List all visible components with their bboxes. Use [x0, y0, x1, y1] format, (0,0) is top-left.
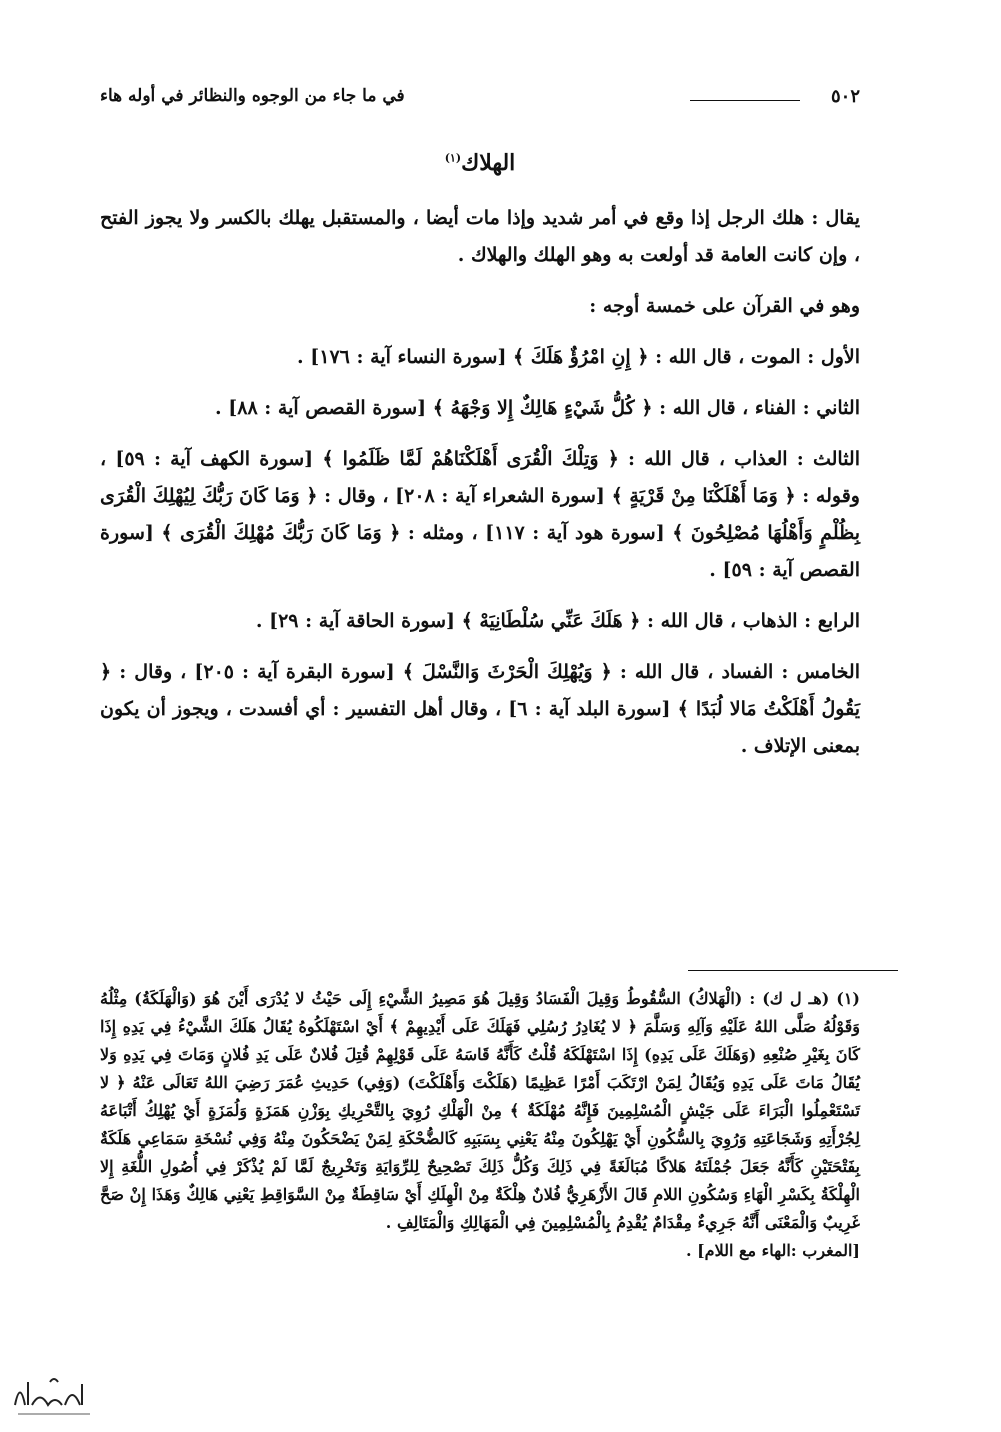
- meaning-fifth: الخامس : الفساد ، قال الله : ﴿ وَيُهْلِكَ الْحَرْثَ وَالنَّسْلَ ﴾ [سورة البقرة آية : ٢٠٥] ، وقال : ﴿ يَقُولُ أَهْلَكْتُ مَالا لُبَدًا ﴾ [سورة البلد آية : ٦] ، وقال أهل التفسير : أي أفسدت ، ويجوز أن يكون بمعنى الإتلاف .: [100, 661, 860, 757]
- body-text: [100, 200, 860, 779]
- footnote-rule: [688, 970, 898, 971]
- entry-title: [100, 150, 860, 176]
- publisher-logo-graphic: [10, 1370, 100, 1420]
- publisher-logo: [10, 1370, 100, 1420]
- meaning-second: الثاني : الفناء ، قال الله : ﴿ كُلُّ شَيْءٍ هَالِكٌ إِلا وَجْهَهُ ﴾ [سورة القصص آية : ٨٨] .: [215, 397, 860, 419]
- header-rule: [690, 100, 800, 101]
- running-header: [100, 86, 860, 114]
- running-header-title: في ما جاء من الوجوه والنظائر في أوله هاء: [100, 86, 405, 106]
- meaning-third: الثالث : العذاب ، قال الله : ﴿ وَتِلْكَ الْقُرَى أَهْلَكْنَاهُمْ لَمَّا ظَلَمُوا ﴾ [سورة الكهف آية : ٥٩] ، وقوله : ﴿ وَمَا أَهْلَكْنَا مِنْ قَرْيَةٍ ﴾ [سورة الشعراء آية : ٢٠٨] ، وقال : ﴿ وَمَا كَانَ رَبُّكَ لِيُهْلِكَ الْقُرَى بِظُلْمٍ وَأَهْلُهَا مُصْلِحُونَ ﴾ [سورة هود آية : ١١٧] ، ومثله : ﴿ وَمَا كَانَ رَبُّكَ مُهْلِكَ الْقُرَى ﴾ [سورة القصص آية : ٥٩] .: [100, 448, 860, 581]
- footnote-marker: (١): [444, 151, 462, 165]
- meaning-fourth: الرابع : الذهاب ، قال الله : ﴿ هَلَكَ عَنِّي سُلْطَانِيَهْ ﴾ [سورة الحاقة آية : ٢٩] .: [255, 610, 860, 632]
- footnote-text: (١) (هـ ل ك) : (الْهَلاكُ) السُّقُوطُ وَقِيلَ الْفَسَادُ وَقِيلَ هُوَ مَصِيرُ الشَّيْءِ إِلَى حَيْثُ لا يُدْرَى أَيْنَ هُوَ (وَالْهَلَكَةُ) مِثْلُهُ وَقَوْلُهُ صَلَّى اللهُ عَلَيْهِ وَآلِهِ وَسَلَّمَ ﴿ لا يُغَادِرُ رُسُلِي فَهَلَكَ عَلَى أَيْدِيهِمْ ﴾ أَيْ اسْتَهْلَكُوهُ يُقَالُ هَلَكَ الشَّيْءُ فِي يَدِهِ إِذَا كَانَ بِغَيْرِ صُنْعِهِ (وَهَلَكَ عَلَى يَدِهِ) إِذَا اسْتَهْلَكَهُ قُلْتُ كَأَنَّهُ قَاسَهُ عَلَى قَوْلِهِمْ قُتِلَ فُلانٌ عَلَى يَدِ فُلانٍ وَمَاتَ فِي يَدِهِ وَلا يُقَالُ مَاتَ عَلَى يَدِهِ وَيُقَالُ لِمَنْ ارْتَكَبَ أَمْرًا عَظِيمًا (هَلَكْتَ وَأَهْلَكْتَ) (وَفِي) حَدِيثِ عُمَرَ رَضِيَ اللهُ تَعَالَى عَنْهُ ﴿ لا تَسْتَعْمِلُوا الْبَرَاءَ عَلَى جَيْشٍ الْمُسْلِمِينَ فَإِنَّهُ مُهْلَكَةٌ ﴾ مِنْ الْهَلْكِ رُوِيَ بِالتَّحْرِيكِ بِوَزْنِ هَمَزَةٍ وَلُمَزَةٍ أَيْ يُهْلِكُ أَتْبَاعَهُ لِجُرْأَتِهِ وَشَجَاعَتِهِ وَرُوِيَ بِالسُّكُونِ أَيْ يَهْلِكُونَ مِنْهُ يَعْنِي بِسَبَبِهِ كَالضُّحْكَةِ لِمَنْ يَضْحَكُونَ مِنْهُ وَفِي نُسْخَةِ سَمَاعِي هَلَكَةٌ بِفَتْحَتَيْنِ كَأَنَّهُ جَعَلَ جُمْلَتَهُ هَلاكًا مُبَالَغَةً فِي ذَلِكَ وَكُلُّ ذَلِكَ تَصْحِيحٌ لِلرِّوَايَةِ وَتَخْرِيجٌ لَمَّا لَمْ يُذْكَرْ فِي أُصُولِ اللُّغَةِ إِلا الْهِلْكَةُ بِكَسْرِ الْهَاءِ وَسُكُونِ اللامِ قَالَ الأَزْهَرِيُّ فُلانٌ هِلْكَةٌ مِنْ الْهِلَكِ أَيْ سَاقِطَةٌ مِنْ السَّوَاقِطِ يَعْنِي هَالِكٌ وَهَذَا إِنْ صَحَّ غَرِيبٌ وَالْمَعْنَى أَنَّهُ جَرِيءٌ مِقْدَامٌ يُقْدِمُ بِالْمُسْلِمِينَ فِي الْمَهَالِكِ وَالْمَتَالِفِ .: [100, 989, 861, 1232]
- page-number: ٥٠٢: [830, 86, 860, 107]
- footnotes: [100, 985, 860, 1265]
- count-line: وهو في القرآن على خمسة أوجه :: [589, 295, 860, 317]
- intro-paragraph: يقال : هلك الرجل إذا وقع في أمر شديد وإذا مات أيضا ، والمستقبل يهلك بالكسر ولا يجوز الفتح ، وإن كانت العامة قد أولعت به وهو الهلك والهلاك .: [100, 207, 860, 266]
- footnote-source: [المغرب :الهاء مع اللام] .: [685, 1241, 860, 1260]
- meaning-first: الأول : الموت ، قال الله : ﴿ إِنِ امْرُؤٌ هَلَكَ ﴾ [سورة النساء آية : ١٧٦] .: [297, 346, 860, 368]
- entry-title-text: الهلاك: [461, 150, 516, 176]
